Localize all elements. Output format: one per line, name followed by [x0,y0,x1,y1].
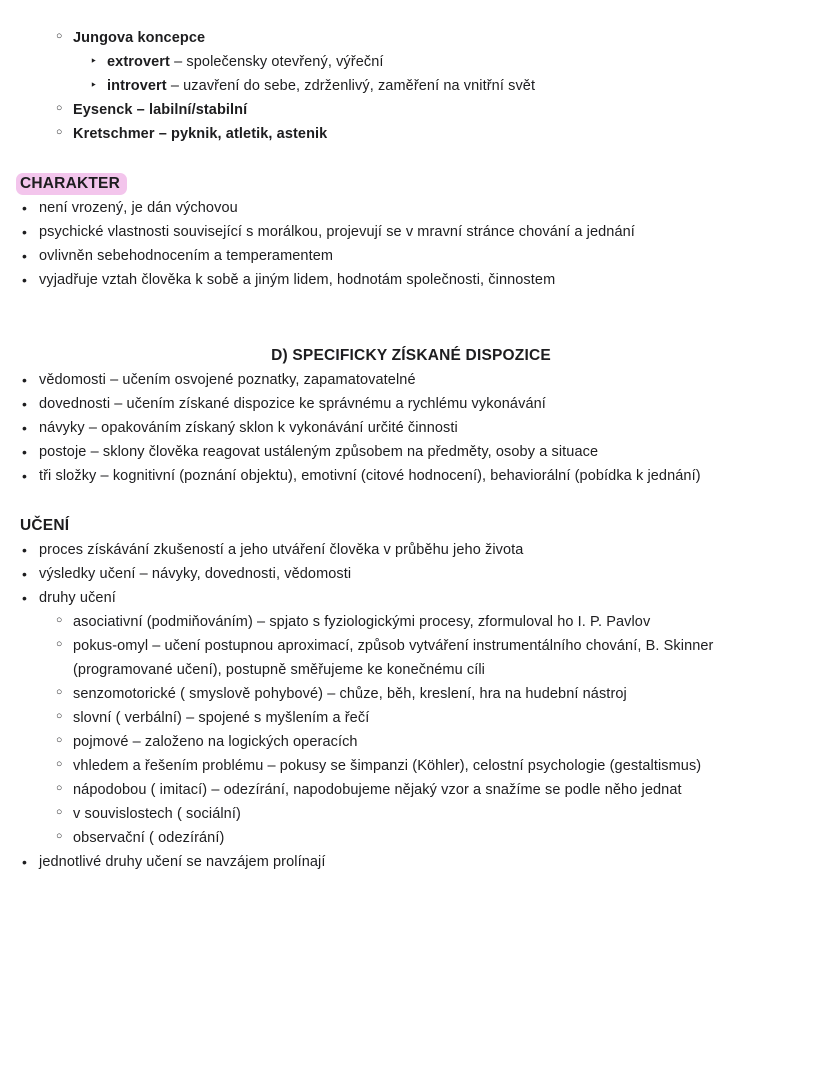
circle-bullet-icon: ○ [56,686,63,698]
heading-charakter [20,172,802,196]
list-item-text [39,440,802,464]
list-item [22,196,802,220]
bullet-bullet-icon: • [22,590,28,606]
heading-uceni [20,514,802,538]
list-item-text [39,464,802,488]
circle-bullet-icon: ○ [56,806,63,818]
list-item [56,802,802,826]
text-segment: – uzavření do sebe, zdrženlivý, zaměření na vnitřní svět [166,78,536,94]
list-item [22,464,802,488]
circle-bullet-icon: ○ [56,614,63,626]
arrow-bullet-icon: ‣ [90,78,98,92]
text-segment: pokus-omyl – učení postupnou aproximací, způsob vytváření instrumentálního chování, B. Skinner (programované učení), postupně směřujeme ke konečnému cíli [73,638,714,678]
list-item-text [39,586,802,610]
text-segment: proces získávání zkušeností a jeho utváření člověka v průběhu jeho života [39,542,524,558]
text-segment: není vrozený, je dán výchovou [39,200,238,216]
arrow-bullet-icon: ‣ [90,54,98,68]
list-item [56,610,802,634]
list-item-text [107,74,802,98]
list-item-text [39,538,802,562]
list-item [22,392,802,416]
list-item-text [39,850,802,874]
text-segment: – společensky otevřený, výřeční [169,54,384,70]
list-item-text [39,368,802,392]
text-segment: tři složky – kognitivní (poznání objektu), emotivní (citové hodnocení), behaviorální (pobídka k jednání) [39,468,701,484]
text-segment: návyky – opakováním získaný sklon k vykonávání určité činnosti [39,420,458,436]
bullet-bullet-icon: • [22,396,28,412]
list-item-text [73,122,802,146]
bullet-bullet-icon: • [22,854,28,870]
text-segment: vyjadřuje vztah člověka k sobě a jiným lidem, hodnotám společnosti, činnostem [39,272,556,288]
list-item [56,706,802,730]
section-charakter [20,172,802,292]
highlighted-heading-text: CHARAKTER [16,173,127,195]
bullet-bullet-icon: • [22,200,28,216]
text-segment: druhy učení [39,590,116,606]
text-segment: introvert [107,78,167,94]
circle-bullet-icon: ○ [56,830,63,842]
text-segment: nápodobou ( imitací) – odezírání, napodobujeme nějaký vzor a snažíme se podle něho jednat [73,782,682,798]
text-segment: výsledky učení – návyky, dovednosti, vědomosti [39,566,352,582]
text-segment: Jungova koncepce [73,30,206,46]
bullet-bullet-icon: • [22,566,28,582]
section-uceni [20,514,802,874]
list-item-text [39,562,802,586]
bullet-bullet-icon: • [22,420,28,436]
list-item [56,634,802,682]
bullet-bullet-icon: • [22,372,28,388]
section-temperament [20,26,802,146]
list-item-text [73,730,802,754]
text-segment: v souvislostech ( sociální) [73,806,241,822]
text-segment: observační ( odezírání) [73,830,225,846]
list-item-text [39,220,802,244]
text-segment: Kretschmer – pyknik, atletik, astenik [73,126,328,142]
list-item [56,98,802,122]
list-item-text [73,802,802,826]
list-item [22,244,802,268]
list-item [22,416,802,440]
circle-bullet-icon: ○ [56,710,63,722]
bullet-bullet-icon: • [22,248,28,264]
list-item [22,268,802,292]
bullet-bullet-icon: • [22,468,28,484]
bullet-bullet-icon: • [22,224,28,240]
list-item-text [73,778,802,802]
list-item [22,586,802,610]
list-item [56,826,802,850]
heading-text: UČENÍ [20,517,70,534]
list-item-text [39,244,802,268]
section-dispozice [20,344,802,488]
list-item [56,682,802,706]
circle-bullet-icon: ○ [56,30,63,42]
bullet-bullet-icon: • [22,272,28,288]
text-segment: jednotlivé druhy učení se navzájem prolínají [39,854,326,870]
circle-bullet-icon: ○ [56,734,63,746]
list-item-text [39,268,802,292]
heading-dispozice [20,344,802,368]
list-item-text [73,826,802,850]
list-item [90,50,802,74]
list-item-text [73,634,802,682]
list-item-text [39,392,802,416]
text-segment: ovlivněn sebehodnocením a temperamentem [39,248,334,264]
text-segment: Eysenck – labilní/stabilní [73,102,248,118]
bullet-bullet-icon: • [22,444,28,460]
list-item [90,74,802,98]
circle-bullet-icon: ○ [56,126,63,138]
text-segment: pojmové – založeno na logických operacích [73,734,358,750]
text-segment: asociativní (podmiňováním) – spjato s fyziologickými procesy, zformuloval ho I. P. Pavlov [73,614,651,630]
list-item [22,562,802,586]
list-item [56,26,802,50]
list-item-text [73,682,802,706]
list-item [22,368,802,392]
list-item [22,220,802,244]
list-item-text [39,416,802,440]
list-item-text [73,98,802,122]
circle-bullet-icon: ○ [56,782,63,794]
list-item-text [39,196,802,220]
list-item [56,778,802,802]
list-item [56,730,802,754]
list-item-text [73,706,802,730]
list-item-text [107,50,802,74]
list-item-text [73,754,802,778]
text-segment: psychické vlastnosti související s morálkou, projevují se v mravní stránce chování a jednání [39,224,635,240]
list-item [56,122,802,146]
list-item-text [73,610,802,634]
circle-bullet-icon: ○ [56,638,63,650]
text-segment: extrovert [107,54,170,70]
text-segment: slovní ( verbální) – spojené s myšlením a řečí [73,710,370,726]
circle-bullet-icon: ○ [56,102,63,114]
list-item [22,440,802,464]
circle-bullet-icon: ○ [56,758,63,770]
list-item [22,538,802,562]
text-segment: postoje – sklony člověka reagovat ustáleným způsobem na předměty, osoby a situace [39,444,599,460]
text-segment: dovednosti – učením získané dispozice ke správnému a rychlému vykonávání [39,396,546,412]
list-item-text [73,26,802,50]
list-item [22,850,802,874]
list-item [56,754,802,778]
heading-text: D) SPECIFICKY ZÍSKANÉ DISPOZICE [271,347,551,364]
text-segment: senzomotorické ( smyslově pohybové) – chůze, běh, kreslení, hra na hudební nástroj [73,686,627,702]
text-segment: vhledem a řešením problému – pokusy se šimpanzi (Köhler), celostní psychologie (gestaltismus) [73,758,702,774]
bullet-bullet-icon: • [22,542,28,558]
text-segment: vědomosti – učením osvojené poznatky, zapamatovatelné [39,372,416,388]
